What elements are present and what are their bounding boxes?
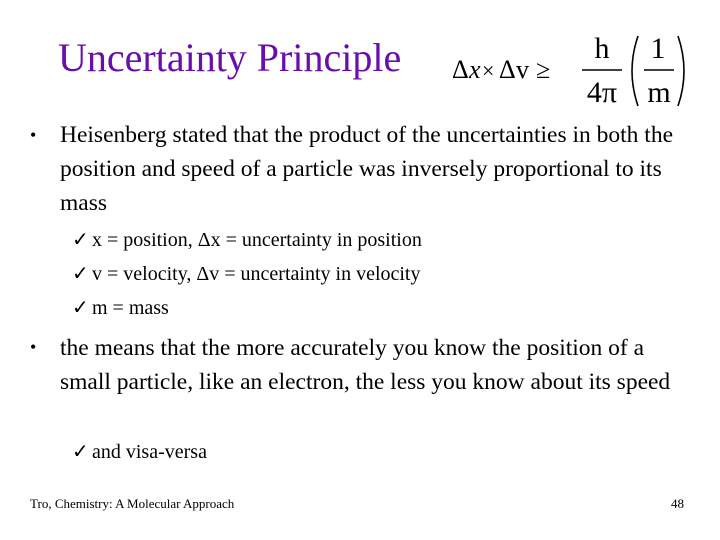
check-icon: ✓ (72, 229, 89, 251)
formula-left-paren (632, 36, 638, 106)
slide-title: Uncertainty Principle (58, 35, 402, 80)
page-number: 48 (671, 496, 684, 511)
formula-right-paren (678, 36, 684, 106)
bullet-marker: • (30, 125, 37, 145)
subitem-1-1 (72, 230, 422, 250)
subitem-text: and visa-versa (92, 441, 207, 463)
formula-delta-2: Δ (499, 55, 516, 84)
bullet-2-text: the means that the more accurately you know the position of a small particle, like an electron, the less you know about its speed (60, 335, 671, 395)
formula-times: × (482, 58, 495, 83)
check-icon: ✓ (72, 441, 89, 463)
check-icon: ✓ (72, 297, 89, 319)
formula-geq: ≥ (536, 55, 551, 84)
subitem-text: v = velocity, Δv = uncertainty in velocity (92, 263, 421, 285)
check-icon: ✓ (72, 263, 89, 285)
subitem-1-2 (72, 264, 421, 284)
uncertainty-formula (448, 28, 692, 114)
formula-frac2-denominator: m (647, 76, 671, 109)
bullet-1-text: Heisenberg stated that the product of the uncertainties in both the position and speed of a particle was inversely proportional to its mass (60, 122, 673, 216)
bullet-marker: • (30, 337, 37, 357)
subitem-2-1 (72, 442, 207, 462)
formula-frac2-numerator: 1 (650, 32, 666, 65)
subitem-text: x = position, Δx = uncertainty in position (92, 229, 422, 251)
subitem-text: m = mass (92, 297, 169, 319)
formula-frac1-numerator: h (594, 32, 610, 65)
formula-delta-1: Δ (452, 55, 469, 84)
formula-x: x (469, 55, 481, 84)
formula-frac1-denominator: 4π (586, 76, 618, 109)
formula-v: v (516, 55, 529, 84)
subitem-1-3 (72, 298, 169, 318)
footer-source: Tro, Chemistry: A Molecular Approach (30, 496, 235, 511)
